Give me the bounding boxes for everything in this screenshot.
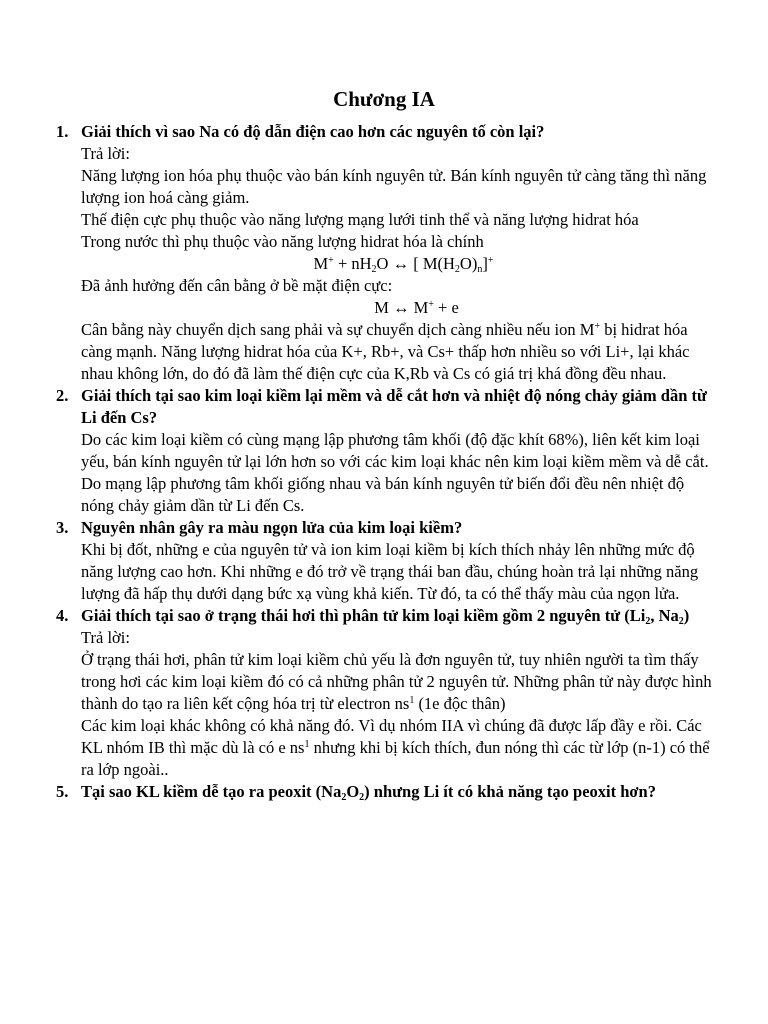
- answer-paragraph: Thế điện cực phụ thuộc vào năng lượng mạng lưới tinh thể và năng lượng hidrat hóa: [81, 210, 639, 229]
- answer-paragraph: Đã ảnh hưởng đến cân bằng ở bề mặt điện cực:: [81, 276, 393, 295]
- answer-paragraph: Khi bị đốt, những e của nguyên tử và ion kim loại kiềm bị kích thích nhảy lên những mức độ năng lượng cao hơn. Khi những e đó trở về trạng thái ban đầu, chúng hoàn trả lại những năng lượng đã hấp thụ dưới dạng bức xạ vùng khả kiến. Từ đó, ta có thể thấy màu của ngọn lửa.: [81, 540, 699, 603]
- answer-paragraph: Ở trạng thái hơi, phân tử kim loại kiềm chủ yếu là đơn nguyên tử, tuy nhiên người ta tìm thấy trong hơi các kim loại kiềm đó có cả những phân tử 2 nguyên tử. Những phân tử này được hình thành do tạo ra liên kết cộng hóa trị từ electron $ns^1$ (1e độc thân): [81, 650, 712, 713]
- equation-hydration: $M^+ + nH_2O$ ↔ [ $M(H_2O)_n]^+$: [313, 254, 494, 275]
- chapter-title: Chương IA: [333, 87, 435, 111]
- question-number: 4.: [56, 606, 69, 625]
- answer-paragraph: Do mạng lập phương tâm khối giống nhau và bán kính nguyên tử biến đổi đều nên nhiệt độ nóng chảy giảm dần từ Li đến Cs.: [81, 474, 685, 515]
- question-2: [56, 385, 716, 517]
- question-text: Giải thích tại sao ở trạng thái hơi thì phân tử kim loại kiềm gồm 2 nguyên tử ($Li_2$, $Na_2$): [81, 606, 690, 627]
- question-number: 1.: [56, 122, 69, 141]
- question-number: 5.: [56, 782, 69, 801]
- question-number: 3.: [56, 518, 69, 537]
- question-text: Giải thích tại sao kim loại kiềm lại mềm và dễ cắt hơn và nhiệt độ nóng chảy giảm dần từ Li đến Cs?: [81, 386, 707, 427]
- question-4: [56, 605, 716, 781]
- document-content: [56, 121, 716, 803]
- answer-paragraph: Trong nước thì phụ thuộc vào năng lượng hidrat hóa là chính: [81, 232, 484, 251]
- answer-paragraph: Do các kim loại kiềm có cùng mạng lập phương tâm khối (độ đặc khít 68%), liên kết kim loại yếu, bán kính nguyên tử lại lớn hơn so với các kim loại khác nên kim loại kiềm mềm và dễ cắt.: [81, 430, 709, 471]
- question-3: [56, 517, 716, 605]
- question-text: Tại sao KL kiềm dễ tạo ra peoxit $(Na_2O_2)$ nhưng Li ít có khả năng tạo peoxit hơn?: [81, 782, 656, 803]
- equation-electrode: M ↔ M+ + e: [374, 298, 459, 317]
- question-text: Giải thích vì sao Na có độ dẫn điện cao hơn các nguyên tố còn lại?: [81, 122, 545, 141]
- question-1: [56, 121, 716, 385]
- answer-label: Trả lời:: [81, 628, 130, 647]
- question-5: [56, 781, 716, 803]
- answer-paragraph: Các kim loại khác không có khả năng đó. Vì dụ nhóm IIA vì chúng đã được lấp đầy e rồi. Các KL nhóm IB thì mặc dù là có e $ns^1$ nhưng khi bị kích thích, đun nóng thì các từ lớp (n-1) có thể ra lớp ngoài..: [81, 716, 710, 779]
- question-text: Nguyên nhân gây ra màu ngọn lửa của kim loại kiềm?: [81, 518, 463, 537]
- answer-label: Trả lời:: [81, 144, 130, 163]
- answer-paragraph: Cân bằng này chuyển dịch sang phải và sự chuyển dịch càng nhiều nếu ion M+ bị hidrat hóa càng mạnh. Năng lượng hidrat hóa của K+, Rb+, và Cs+ thấp hơn nhiều so với Li+, lại khác nhau không lớn, do đó đã làm thế điện cực của K,Rb và Cs có giá trị khá đồng đều nhau.: [81, 320, 690, 383]
- question-number: 2.: [56, 386, 69, 405]
- answer-paragraph: Năng lượng ion hóa phụ thuộc vào bán kính nguyên tử. Bán kính nguyên tử càng tăng thì năng lượng ion hoá càng giảm.: [81, 166, 707, 207]
